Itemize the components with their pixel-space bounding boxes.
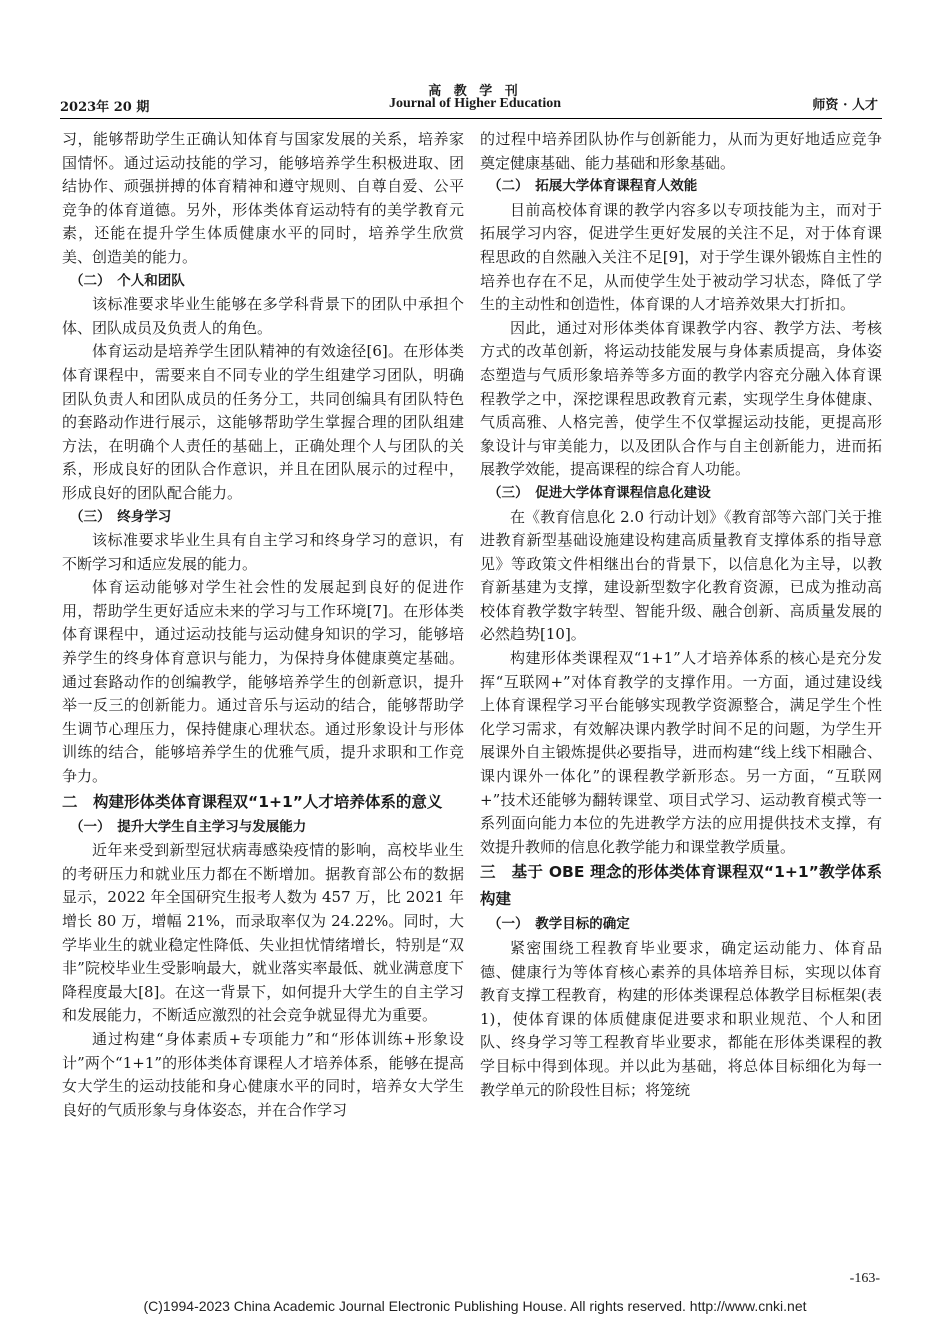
section-heading: （三） 终身学习 — [70, 508, 172, 525]
right-column — [480, 128, 882, 1102]
paragraph: 在《教育信息化 2.0 行动计划》《教育部等六部门关于推进教育新型基础设施建设构建高质量教育支撑体系的指导意见》等政策文件相继出台的背景下，以信息化为主导，以教育新基建为支撑，建设新型数字化教育资源，已成为推动高校体育教学数字转型、智能升级、融合创新、高质量发展的必然趋势[10]。 — [480, 507, 882, 644]
paragraph: 近年来受到新型冠状病毒感染疫情的影响，高校毕业生的考研压力和就业压力都在不断增加。据教育部公布的数据显示，2022 年全国研究生报考人数为 457 万，比 2021 年增长 80 万，增幅 21%，而录取率仅为 24.22%。同时，大学毕业生的就业稳定性降低、失业担忧情绪增长，特别是“双非”院校毕业生受影响最大，就业落实率最低、就业满意度下降程度最大[8]。在这一背景下，如何提升大学生的自主学习和发展能力，不断适应激烈的社会竞争就显得尤为重要。 — [62, 841, 464, 1025]
paragraph: 的过程中培养团队协作与创新能力，从而为更好地适应竞争奠定健康基础、能力基础和形象基础。 — [480, 130, 882, 172]
paragraph: 习，能够帮助学生正确认知体育与国家发展的关系，培养家国情怀。通过运动技能的学习，能够培养学生积极进取、团结协作、顽强拼搏的体育精神和遵守规则、自尊自爱、公平竞争的体育道德。另外，形体类体育运动特有的美学教育元素，还能在提升学生体质健康水平的同时，培养学生欣赏美、创造美的能力。 — [62, 130, 464, 266]
page-number: -163- — [849, 1271, 880, 1286]
journal-title-cn: 高 教 学 刊 — [428, 84, 522, 99]
journal-title-en: Journal of Higher Education — [388, 96, 562, 111]
issue-label: 2023年 20 期 — [60, 100, 150, 115]
section-heading: （一） 教学目标的确定 — [488, 916, 630, 933]
header-rule — [60, 118, 882, 119]
chapter-heading: 二 构建形体类体育课程双“1+1”人才培养体系的意义 — [62, 792, 443, 811]
paragraph: 该标准要求毕业生具有自主学习和终身学习的意识，有不断学习和适应发展的能力。 — [62, 531, 464, 573]
paragraph: 体育运动能够对学生社会性的发展起到良好的促进作用，帮助学生更好适应未来的学习与工作环境[7]。在形体类体育课程中，通过运动技能与运动健身知识的学习，能够培养学生的终身体育意识与能力，为保持身体健康奠定基础。通过套路动作的创编教学，能够培养学生的创新意识，提升举一反三的创新能力。通过音乐与运动的结合，能够帮助学生调节心理压力，保持健康心理状态。通过形象设计与形体训练的结合，能够培养学生的优雅气质，提升求职和工作竞争力。 — [62, 578, 464, 786]
section-heading: （一） 提升大学生自主学习与发展能力 — [70, 818, 307, 835]
section-heading: （二） 拓展大学体育课程育人效能 — [488, 178, 698, 195]
paragraph: 构建形体类课程双“1+1”人才培养体系的核心是充分发挥“互联网+”对体育教学的支撑作用。一方面，通过建设线上体育课程学习平台能够实现教学资源整合，满足学生个性化学习需求，有效解决课内教学时间不足的问题，为学生开展课外自主锻炼提供必要指导，进而构建“线上线下相融合、课内课外一体化”的课程教学新形态。另一方面，“互联网+”技术还能够为翻转课堂、项目式学习、运动教育模式等一系列面向能力本位的先进教学方法的应用提供技术支撑，有效提升教师的信息化教学能力和课堂教学质量。 — [480, 649, 882, 856]
left-column — [62, 128, 464, 1122]
paragraph: 因此，通过对形体类体育课教学内容、教学方法、考核方式的改革创新，将运动技能发展与身体素质提高，身体姿态塑造与气质形象培养等多方面的教学内容充分融入体育课程教学之中，深挖课程思政教育元素，实现学生身体健康、气质高雅、人格完善，使学生不仅掌握运动技能，更提高形象设计与审美能力，以及团队合作与自主创新能力，进而拓展教学效能，提高课程的综合育人功能。 — [480, 318, 882, 479]
paragraph: 目前高校体育课的教学内容多以专项技能为主，而对于拓展学习内容，促进学生更好发展的关注不足，对于体育课程思政的自然融入关注不足[9]，对于学生课外锻炼自主性的培养也存在不足，从而使学生处于被动学习状态，降低了学生的主动性和创造性，体育课的人才培养效果大打折扣。 — [480, 200, 882, 314]
copyright-footer: (C)1994-2023 China Academic Journal Electronic Publishing House. All rights reserved. http://www.cnki.net — [143, 1298, 807, 1314]
section-heading: （三） 促进大学体育课程信息化建设 — [488, 484, 711, 501]
paragraph: 紧密围绕工程教育毕业要求，确定运动能力、体育品德、健康行为等体育核心素养的具体培养目标，实现以体育教育支撑工程教育，构建的形体类课程总体教学目标框架(表 1)，使体育课的体质健康促进要求和职业规范、个人和团队、终身学习等工程教育毕业要求，都能在形体类课程的教学目标中得到体现。并以此为基础，将总体目标细化为每一教学单元的阶段性目标；将笼统 — [480, 939, 882, 1099]
section-label: 师资 · 人才 — [812, 98, 878, 113]
paragraph: 该标准要求毕业生能够在多学科背景下的团队中承担个体、团队成员及负责人的角色。 — [62, 295, 464, 337]
chapter-heading: 三 基于 OBE 理念的形体类体育课程双“1+1”教学体系构建 — [480, 863, 882, 909]
section-heading: （二） 个人和团队 — [70, 272, 185, 289]
paragraph: 体育运动是培养学生团队精神的有效途径[6]。在形体类体育课程中，需要来自不同专业的学生组建学习团队，明确团队负责人和团队成员的任务分工，共同创编具有团队特色的套路动作进行展示，这能够帮助学生掌握合理的团队组建方法，在明确个人责任的基础上，正确处理个人与团队的关系，形成良好的团队合作意识，并且在团队展示的过程中，形成良好的团队配合能力。 — [62, 342, 464, 502]
paragraph: 通过构建“身体素质+专项能力”和“形体训练+形象设计”两个“1+1”的形体类体育课程人才培养体系，能够在提高女大学生的运动技能和身心健康水平的同时，培养女大学生良好的气质形象与身体姿态，并在合作学习 — [62, 1029, 464, 1119]
